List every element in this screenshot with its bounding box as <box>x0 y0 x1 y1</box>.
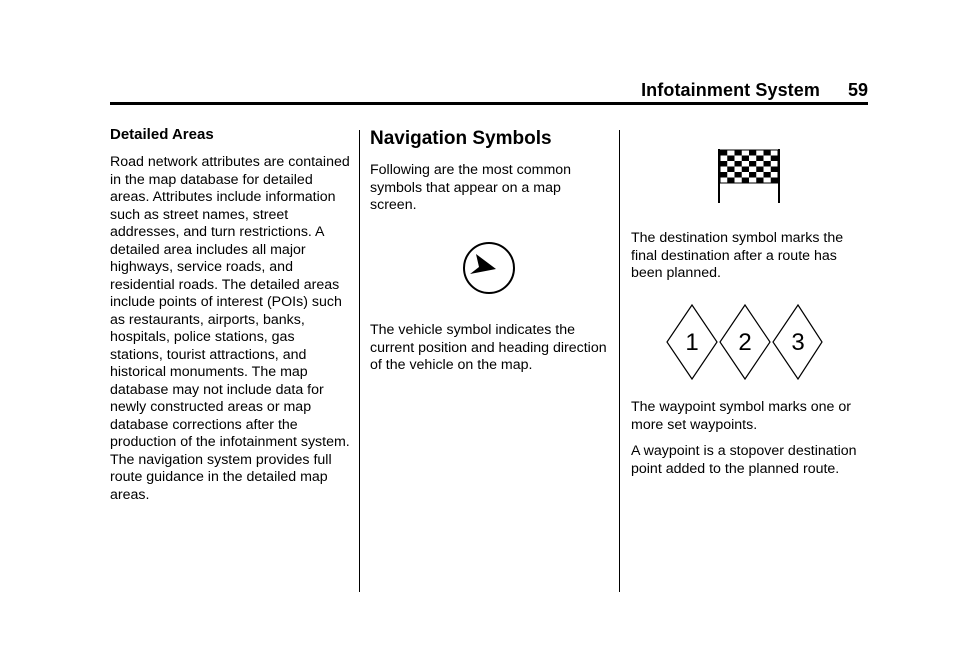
navigation-symbols-heading: Navigation Symbols <box>370 128 552 149</box>
vehicle-caption-block <box>370 322 610 384</box>
waypoint-1-label: 1 <box>685 329 699 356</box>
column-divider-left <box>359 130 360 592</box>
waypoint-3 <box>773 305 822 379</box>
waypoint-symbol-caption: The waypoint symbol marks one or more set waypoints. <box>631 399 851 433</box>
detailed-areas-heading: Detailed Areas <box>110 126 214 143</box>
waypoint-note: A waypoint is a stopover destination point added to the planned route. <box>631 443 857 477</box>
page-header <box>110 78 868 104</box>
vehicle-symbol-icon <box>462 241 518 297</box>
waypoint-2-label: 2 <box>738 329 752 356</box>
waypoint-3-label: 3 <box>791 329 805 356</box>
destination-symbol-caption: The destination symbol marks the final destination after a route has been planned. <box>631 230 844 281</box>
page-number: 59 <box>847 80 868 100</box>
waypoint-caption-block <box>631 399 871 487</box>
middle-column <box>370 126 610 224</box>
waypoint-diamond-icon <box>662 303 824 381</box>
waypoint-2 <box>720 305 770 379</box>
column-divider-right <box>619 130 620 592</box>
vehicle-symbol-caption: The vehicle symbol indicates the current position and heading direction of the vehicle on the map. <box>370 322 607 373</box>
header-rule <box>110 102 868 105</box>
left-column <box>110 126 350 513</box>
waypoint-1 <box>667 305 717 379</box>
header-title: Infotainment System <box>641 80 820 100</box>
navigation-symbols-intro: Following are the most common symbols that appear on a map screen. <box>370 162 572 213</box>
checkered-flag-icon <box>716 148 782 204</box>
detailed-areas-body: Road network attributes are contained in the map database for detailed areas. Attributes include information such as street names, street addresses, and turn restrictions. A detailed area includes all major highways, service roads, and residential roads. The detailed areas include points of interest (POIs) such as restaurants, airports, banks, hospitals, police stations, gas stations, tourist attractions, and historical monuments. The map database may not include data for newly constructed areas or map database corrections after the production of the infotainment system. The navigation system provides full route guidance in the detailed map areas. <box>110 154 350 503</box>
destination-caption-block <box>631 230 871 292</box>
